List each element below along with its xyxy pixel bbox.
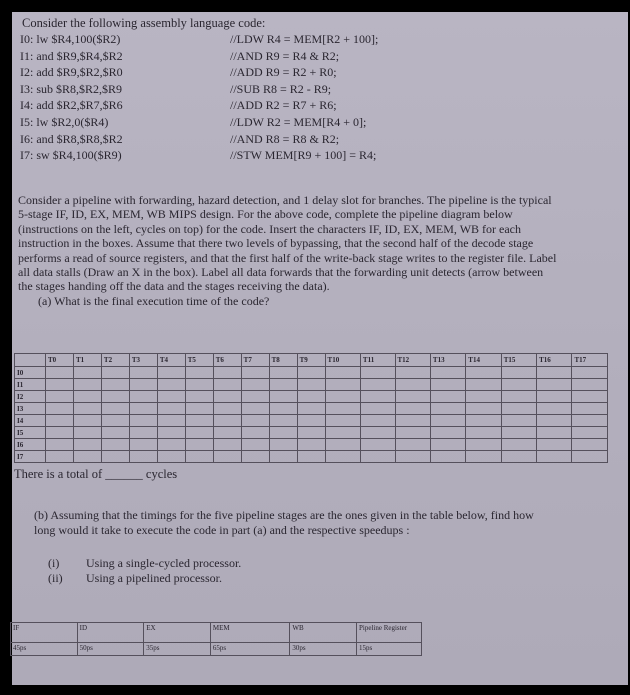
code-comment: //LDW R2 = MEM[R4 + 0]; bbox=[230, 115, 367, 129]
problem-description bbox=[18, 193, 558, 308]
pipeline-cell[interactable] bbox=[185, 367, 213, 379]
pipeline-cell[interactable] bbox=[360, 367, 395, 379]
pipeline-cell[interactable] bbox=[213, 379, 241, 391]
cycle-header: T11 bbox=[360, 354, 395, 367]
pipeline-cell[interactable] bbox=[46, 367, 74, 379]
stage-header: Pipeline Register bbox=[357, 623, 422, 643]
pipeline-cell[interactable] bbox=[430, 403, 465, 415]
instruction-row bbox=[15, 439, 608, 451]
pipeline-cell[interactable] bbox=[501, 403, 536, 415]
total-cycles-line: There is a total of ______ cycles bbox=[14, 467, 178, 481]
pipeline-cell[interactable] bbox=[157, 367, 185, 379]
code-instruction: I7: sw $R4,100($R9) bbox=[20, 148, 122, 163]
pipeline-cell[interactable] bbox=[537, 403, 572, 415]
pipeline-cell[interactable] bbox=[73, 391, 101, 403]
pipeline-cell[interactable] bbox=[501, 451, 536, 463]
pipeline-cell[interactable] bbox=[101, 439, 129, 451]
sub-item-ii: (ii) Using a pipelined processor. bbox=[48, 571, 222, 585]
pipeline-cell[interactable] bbox=[325, 403, 360, 415]
pipeline-cell[interactable] bbox=[101, 427, 129, 439]
instruction-label: I7 bbox=[15, 451, 46, 463]
instruction-label: I5 bbox=[15, 427, 46, 439]
code-instruction: I4: add $R2,$R7,$R6 bbox=[20, 98, 123, 113]
pipeline-cell[interactable] bbox=[537, 379, 572, 391]
pipeline-cell[interactable] bbox=[360, 427, 395, 439]
pipeline-cell[interactable] bbox=[185, 403, 213, 415]
cycle-header: T2 bbox=[101, 354, 129, 367]
cycle-header: T3 bbox=[129, 354, 157, 367]
pipeline-cell[interactable] bbox=[360, 403, 395, 415]
pipeline-cell[interactable] bbox=[241, 403, 269, 415]
cycle-header: T7 bbox=[241, 354, 269, 367]
pipeline-diagram-table bbox=[14, 353, 608, 463]
pipeline-cell[interactable] bbox=[395, 379, 430, 391]
cycle-header: T13 bbox=[430, 354, 465, 367]
pipeline-cell[interactable] bbox=[213, 427, 241, 439]
pipeline-cell[interactable] bbox=[129, 379, 157, 391]
stage-time: 15ps bbox=[357, 643, 422, 656]
pipeline-cell[interactable] bbox=[501, 439, 536, 451]
pipeline-cell[interactable] bbox=[129, 451, 157, 463]
pipeline-cell[interactable] bbox=[501, 379, 536, 391]
pipeline-cell[interactable] bbox=[297, 415, 325, 427]
pipeline-cell[interactable] bbox=[466, 427, 501, 439]
instruction-label: I0 bbox=[15, 367, 46, 379]
pipeline-cell[interactable] bbox=[325, 379, 360, 391]
pipeline-cell[interactable] bbox=[430, 439, 465, 451]
pipeline-cell[interactable] bbox=[129, 427, 157, 439]
pipeline-cell[interactable] bbox=[430, 427, 465, 439]
pipeline-cell[interactable] bbox=[395, 451, 430, 463]
instruction-row bbox=[15, 379, 608, 391]
corner-cell bbox=[15, 354, 46, 367]
pipeline-cell[interactable] bbox=[325, 439, 360, 451]
stage-time: 50ps bbox=[77, 643, 144, 656]
pipeline-cell[interactable] bbox=[185, 391, 213, 403]
pipeline-cell[interactable] bbox=[395, 391, 430, 403]
instruction-row bbox=[15, 391, 608, 403]
pipeline-cell[interactable] bbox=[157, 379, 185, 391]
pipeline-cell[interactable] bbox=[297, 403, 325, 415]
pipeline-cell[interactable] bbox=[213, 439, 241, 451]
pipeline-cell[interactable] bbox=[129, 439, 157, 451]
pipeline-cell[interactable] bbox=[241, 427, 269, 439]
pipeline-cell[interactable] bbox=[46, 439, 74, 451]
pipeline-cell[interactable] bbox=[185, 439, 213, 451]
instruction-label: I1 bbox=[15, 379, 46, 391]
pipeline-cell[interactable] bbox=[269, 379, 297, 391]
pipeline-cell[interactable] bbox=[129, 391, 157, 403]
pipeline-cell[interactable] bbox=[572, 415, 608, 427]
pipeline-cell[interactable] bbox=[430, 367, 465, 379]
pipeline-cell[interactable] bbox=[297, 451, 325, 463]
pipeline-cell[interactable] bbox=[430, 415, 465, 427]
code-instruction: I3: sub $R8,$R2,$R9 bbox=[20, 81, 123, 96]
stage-time: 30ps bbox=[290, 643, 357, 656]
pipeline-cell[interactable] bbox=[572, 403, 608, 415]
stage-header: WB bbox=[290, 623, 357, 643]
pipeline-cell[interactable] bbox=[325, 415, 360, 427]
pipeline-cell[interactable] bbox=[185, 415, 213, 427]
pipeline-cell[interactable] bbox=[360, 415, 395, 427]
pipeline-cell[interactable] bbox=[269, 403, 297, 415]
pipeline-cell[interactable] bbox=[572, 367, 608, 379]
pipeline-cell[interactable] bbox=[360, 451, 395, 463]
cycle-header: T10 bbox=[325, 354, 360, 367]
pipeline-cell[interactable] bbox=[537, 415, 572, 427]
instruction-label: I4 bbox=[15, 415, 46, 427]
pipeline-cell[interactable] bbox=[185, 379, 213, 391]
cycle-header: T5 bbox=[185, 354, 213, 367]
pipeline-cell[interactable] bbox=[129, 367, 157, 379]
pipeline-cell[interactable] bbox=[213, 391, 241, 403]
pipeline-cell[interactable] bbox=[73, 415, 101, 427]
cycle-header: T14 bbox=[466, 354, 501, 367]
pipeline-cell[interactable] bbox=[73, 367, 101, 379]
pipeline-cell[interactable] bbox=[572, 391, 608, 403]
pipeline-cell[interactable] bbox=[101, 367, 129, 379]
code-instruction: I2: add $R9,$R2,$R0 bbox=[20, 65, 123, 80]
pipeline-cell[interactable] bbox=[269, 391, 297, 403]
cycle-header: T17 bbox=[572, 354, 608, 367]
instruction-row bbox=[15, 427, 608, 439]
pipeline-cell[interactable] bbox=[241, 367, 269, 379]
instruction-row bbox=[15, 451, 608, 463]
code-instruction: I0: lw $R4,100($R2) bbox=[20, 32, 121, 46]
pipeline-cell[interactable] bbox=[297, 427, 325, 439]
pipeline-cell[interactable] bbox=[46, 415, 74, 427]
pipeline-cell[interactable] bbox=[185, 451, 213, 463]
pipeline-cell[interactable] bbox=[185, 427, 213, 439]
pipeline-cell[interactable] bbox=[269, 367, 297, 379]
pipeline-cell[interactable] bbox=[241, 439, 269, 451]
pipeline-cell[interactable] bbox=[466, 403, 501, 415]
pipeline-cell[interactable] bbox=[73, 451, 101, 463]
pipeline-cell[interactable] bbox=[395, 439, 430, 451]
pipeline-cell[interactable] bbox=[157, 451, 185, 463]
code-instruction: I6: and $R8,$R8,$R2 bbox=[20, 131, 123, 146]
code-comment: //AND R9 = R4 & R2; bbox=[230, 48, 340, 63]
cycle-header: T8 bbox=[269, 354, 297, 367]
pipeline-cell[interactable] bbox=[572, 427, 608, 439]
pipeline-cell[interactable] bbox=[101, 379, 129, 391]
pipeline-cell[interactable] bbox=[325, 427, 360, 439]
pipeline-cell[interactable] bbox=[537, 391, 572, 403]
stage-header: MEM bbox=[210, 623, 289, 643]
cycle-header: T16 bbox=[537, 354, 572, 367]
code-comment: //LDW R4 = MEM[R2 + 100]; bbox=[230, 32, 379, 46]
pipeline-cell[interactable] bbox=[466, 367, 501, 379]
pipeline-cell[interactable] bbox=[430, 451, 465, 463]
description-text: Consider a pipeline with forwarding, hazard detection, and 1 delay slot for branches. The pipeline is the typical 5-stage IF, ID, EX, MEM, WB MIPS design. For the above code, complete the pipeline diagram below (instructions on the left, cycles on top) for the code. Insert the characters IF, ID, EX, MEM, WB for each instruction in the boxes. Assume that there two levels of bypassing, that the second half of the decode stage performs a read of source registers, and that the first half of the write-back stage writes to the register file. Label all data stalls (Draw an X in the box). Label all data forwards that the forwarding unit detects (arrow between the stages handing off the data and the stages receiving the data). bbox=[18, 193, 557, 294]
instruction-row bbox=[15, 415, 608, 427]
pipeline-cell[interactable] bbox=[269, 451, 297, 463]
stage-time: 45ps bbox=[11, 643, 78, 656]
pipeline-cell[interactable] bbox=[360, 439, 395, 451]
pipeline-cell[interactable] bbox=[430, 391, 465, 403]
pipeline-cell[interactable] bbox=[241, 391, 269, 403]
code-instruction: I5: lw $R2,0($R4) bbox=[20, 115, 109, 129]
pipeline-cell[interactable] bbox=[325, 367, 360, 379]
sub-item-i: (i) Using a single-cycled processor. bbox=[48, 556, 242, 570]
pipeline-cell[interactable] bbox=[572, 439, 608, 451]
pipeline-cell[interactable] bbox=[297, 367, 325, 379]
pipeline-cell[interactable] bbox=[572, 451, 608, 463]
code-comment: //ADD R9 = R2 + R0; bbox=[230, 65, 337, 80]
cycle-header: T1 bbox=[73, 354, 101, 367]
pipeline-cell[interactable] bbox=[213, 403, 241, 415]
pipeline-cell[interactable] bbox=[360, 391, 395, 403]
pipeline-cell[interactable] bbox=[395, 403, 430, 415]
pipeline-cell[interactable] bbox=[501, 391, 536, 403]
instruction-label: I3 bbox=[15, 403, 46, 415]
pipeline-cell[interactable] bbox=[157, 415, 185, 427]
pipeline-cell[interactable] bbox=[46, 427, 74, 439]
pipeline-cell[interactable] bbox=[466, 439, 501, 451]
pipeline-cell[interactable] bbox=[325, 391, 360, 403]
pipeline-cell[interactable] bbox=[395, 427, 430, 439]
pipeline-cell[interactable] bbox=[213, 415, 241, 427]
question-b: (b) Assuming that the timings for the five pipeline stages are the ones given in the table below, find how long would it take to execute the code in part (a) and the respective speedups : bbox=[34, 508, 534, 537]
stage-time: 65ps bbox=[210, 643, 289, 656]
pipeline-cell[interactable] bbox=[360, 379, 395, 391]
pipeline-cell[interactable] bbox=[297, 439, 325, 451]
question-a: (a) What is the final execution time of the code? bbox=[38, 293, 270, 308]
pipeline-cell[interactable] bbox=[101, 403, 129, 415]
cycle-header: T4 bbox=[157, 354, 185, 367]
intro-heading: Consider the following assembly language code: bbox=[22, 16, 266, 30]
pipeline-cell[interactable] bbox=[46, 379, 74, 391]
code-comment: //STW MEM[R9 + 100] = R4; bbox=[230, 148, 377, 163]
pipeline-cell[interactable] bbox=[73, 427, 101, 439]
pipeline-cell[interactable] bbox=[157, 439, 185, 451]
pipeline-cell[interactable] bbox=[466, 391, 501, 403]
pipeline-cell[interactable] bbox=[297, 379, 325, 391]
pipeline-cell[interactable] bbox=[157, 427, 185, 439]
pipeline-cell[interactable] bbox=[430, 379, 465, 391]
pipeline-cell[interactable] bbox=[73, 379, 101, 391]
pipeline-cell[interactable] bbox=[466, 415, 501, 427]
pipeline-cell[interactable] bbox=[157, 391, 185, 403]
pipeline-cell[interactable] bbox=[46, 403, 74, 415]
code-comment: //AND R8 = R8 & R2; bbox=[230, 131, 340, 146]
code-comment: //SUB R8 = R2 - R9; bbox=[230, 81, 332, 96]
pipeline-cell[interactable] bbox=[537, 439, 572, 451]
pipeline-cell[interactable] bbox=[213, 451, 241, 463]
pipeline-cell[interactable] bbox=[501, 415, 536, 427]
pipeline-cell[interactable] bbox=[101, 415, 129, 427]
pipeline-cell[interactable] bbox=[73, 403, 101, 415]
pipeline-cell[interactable] bbox=[46, 391, 74, 403]
cycle-header: T6 bbox=[213, 354, 241, 367]
pipeline-cell[interactable] bbox=[129, 403, 157, 415]
pipeline-cell[interactable] bbox=[241, 379, 269, 391]
instruction-row bbox=[15, 403, 608, 415]
pipeline-cell[interactable] bbox=[213, 367, 241, 379]
pipeline-cell[interactable] bbox=[269, 427, 297, 439]
stage-timing-table bbox=[10, 622, 422, 656]
pipeline-cell[interactable] bbox=[537, 367, 572, 379]
pipeline-cell[interactable] bbox=[501, 427, 536, 439]
pipeline-cell[interactable] bbox=[157, 403, 185, 415]
pipeline-cell[interactable] bbox=[241, 415, 269, 427]
pipeline-cell[interactable] bbox=[269, 439, 297, 451]
pipeline-cell[interactable] bbox=[466, 379, 501, 391]
pipeline-cell[interactable] bbox=[325, 451, 360, 463]
pipeline-cell[interactable] bbox=[241, 451, 269, 463]
pipeline-cell[interactable] bbox=[269, 415, 297, 427]
pipeline-cell[interactable] bbox=[101, 451, 129, 463]
pipeline-cell[interactable] bbox=[129, 415, 157, 427]
stage-time: 35ps bbox=[144, 643, 211, 656]
pipeline-cell[interactable] bbox=[572, 379, 608, 391]
pipeline-cell[interactable] bbox=[73, 439, 101, 451]
pipeline-cell[interactable] bbox=[101, 391, 129, 403]
pipeline-cell[interactable] bbox=[537, 427, 572, 439]
pipeline-cell[interactable] bbox=[395, 367, 430, 379]
cycle-header: T9 bbox=[297, 354, 325, 367]
pipeline-cell[interactable] bbox=[466, 451, 501, 463]
stage-header: IF bbox=[11, 623, 78, 643]
code-comment: //ADD R2 = R7 + R6; bbox=[230, 98, 337, 113]
code-instruction: I1: and $R9,$R4,$R2 bbox=[20, 48, 123, 63]
instruction-label: I2 bbox=[15, 391, 46, 403]
pipeline-cell[interactable] bbox=[501, 367, 536, 379]
stage-header: EX bbox=[144, 623, 211, 643]
cycle-header: T0 bbox=[46, 354, 74, 367]
cycle-header: T15 bbox=[501, 354, 536, 367]
pipeline-cell[interactable] bbox=[537, 451, 572, 463]
cycle-header: T12 bbox=[395, 354, 430, 367]
pipeline-cell[interactable] bbox=[395, 415, 430, 427]
instruction-label: I6 bbox=[15, 439, 46, 451]
instruction-row bbox=[15, 367, 608, 379]
pipeline-cell[interactable] bbox=[46, 451, 74, 463]
pipeline-cell[interactable] bbox=[297, 391, 325, 403]
stage-header: ID bbox=[77, 623, 144, 643]
